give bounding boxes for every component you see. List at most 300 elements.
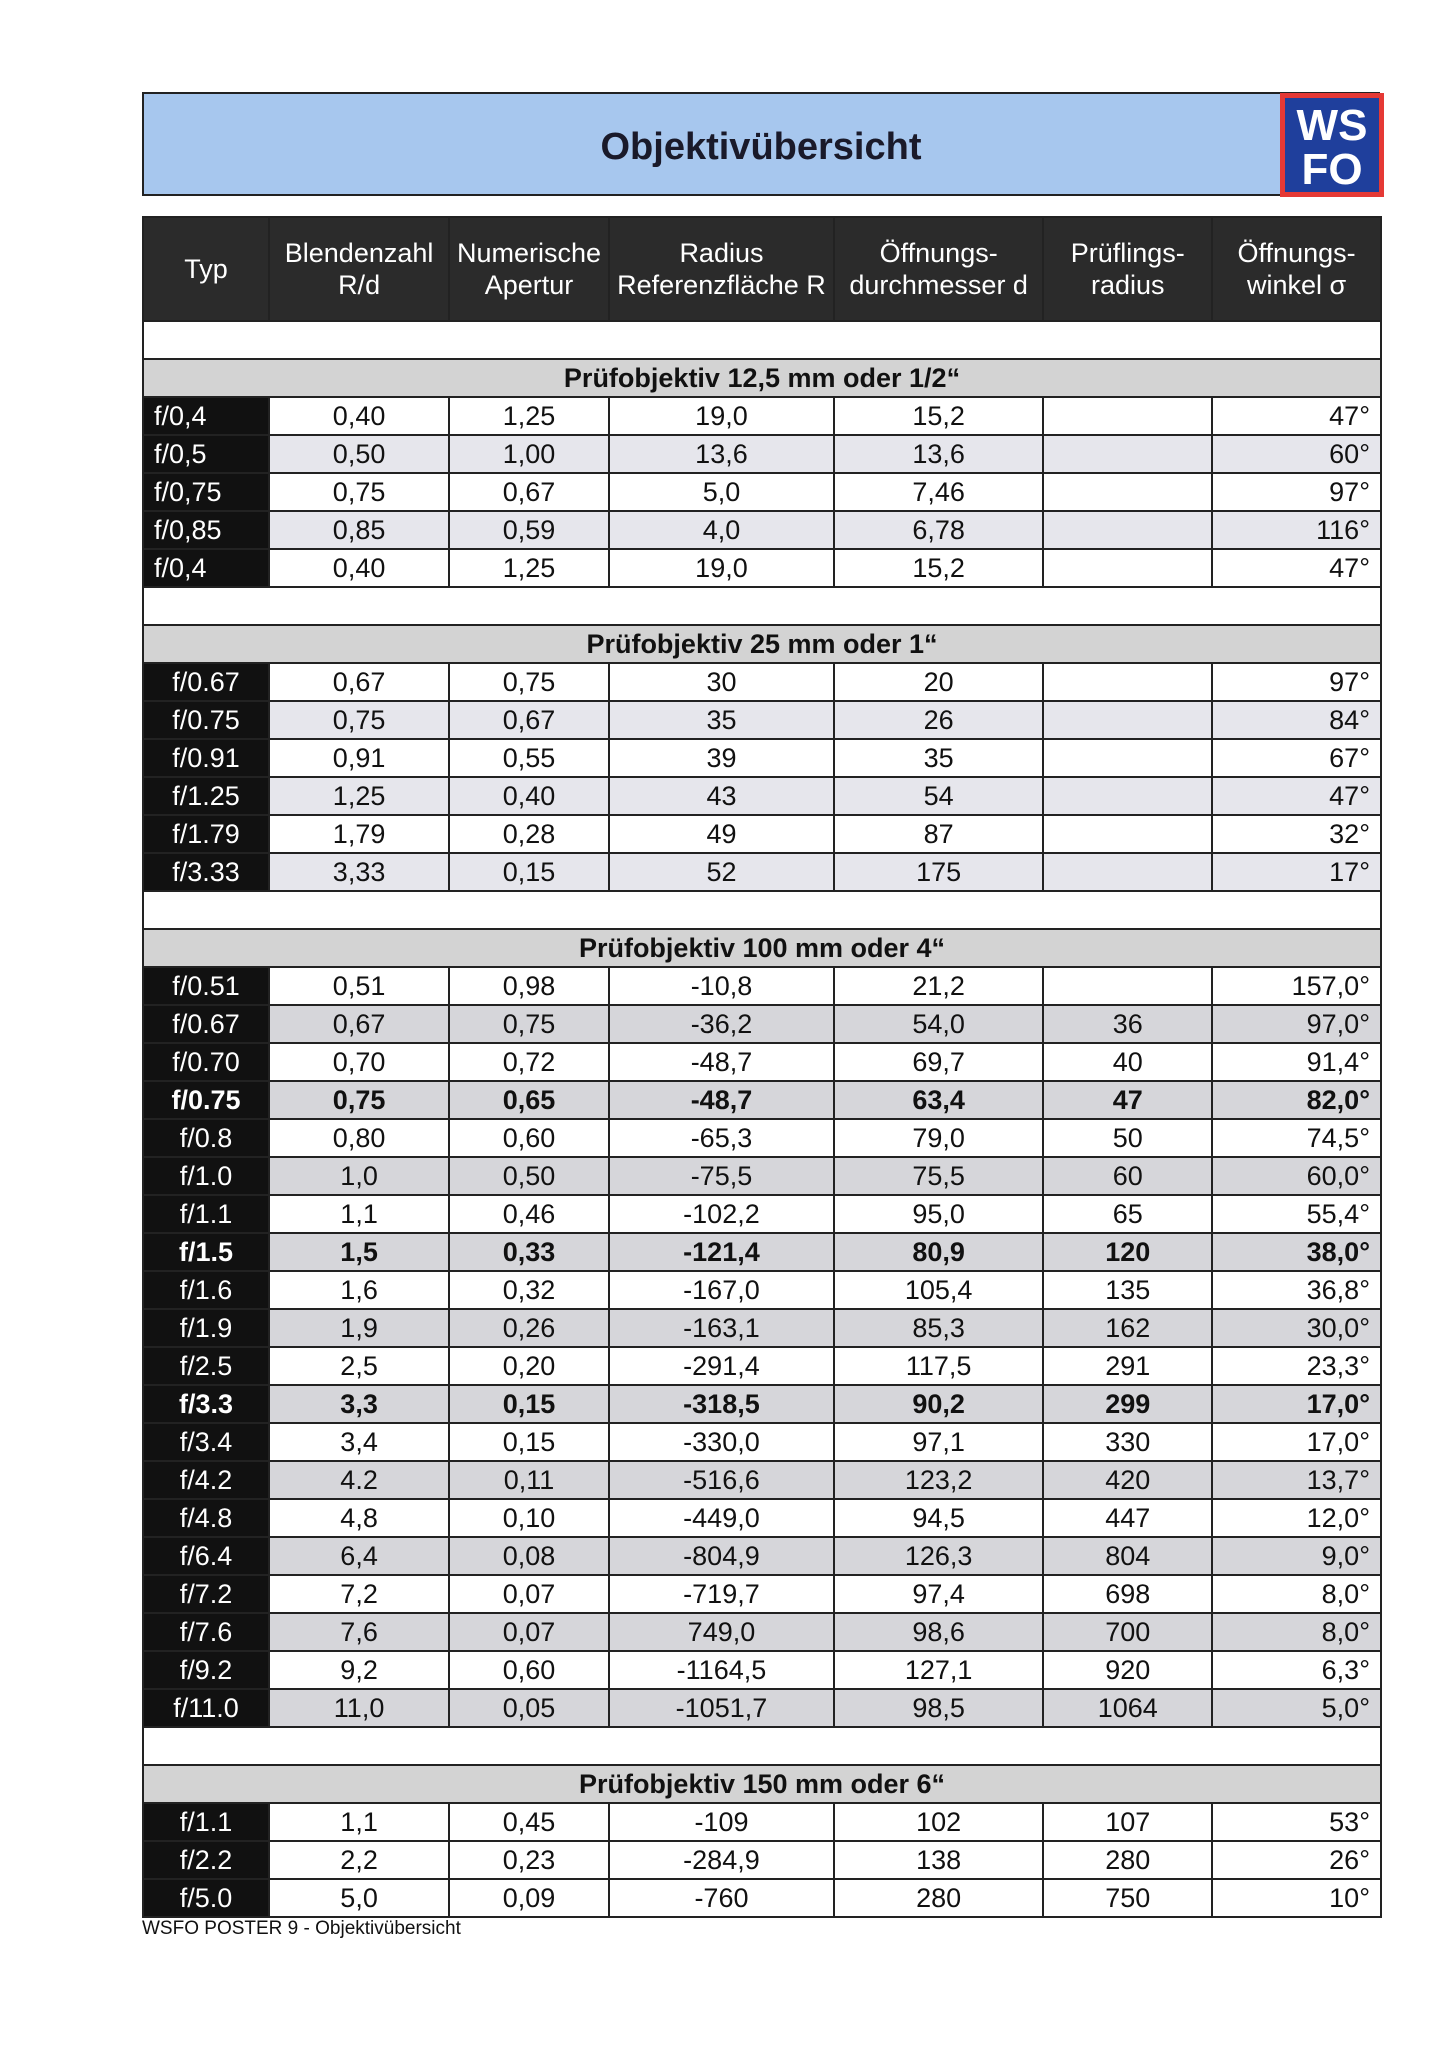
cell-radius: 35: [609, 701, 834, 739]
table-body: [143, 321, 1381, 1917]
cell-durchmesser: 26: [834, 701, 1043, 739]
cell-radius: -102,2: [609, 1195, 834, 1233]
cell-pruflingsradius: 920: [1043, 1651, 1212, 1689]
logo-line-2: FO: [1301, 145, 1363, 194]
cell-blendenzahl: 1,25: [269, 777, 449, 815]
cell-pruflingsradius: [1043, 473, 1212, 511]
cell-winkel: 60,0°: [1212, 1157, 1381, 1195]
table-row: [143, 1195, 1381, 1233]
cell-pruflingsradius: 50: [1043, 1119, 1212, 1157]
section-heading: Prüfobjektiv 150 mm oder 6“: [143, 1765, 1381, 1803]
cell-typ: f/11.0: [143, 1689, 269, 1727]
cell-blendenzahl: 1,1: [269, 1803, 449, 1841]
cell-pruflingsradius: 700: [1043, 1613, 1212, 1651]
cell-durchmesser: 85,3: [834, 1309, 1043, 1347]
cell-typ: f/0.8: [143, 1119, 269, 1157]
cell-blendenzahl: 1,6: [269, 1271, 449, 1309]
cell-durchmesser: 15,2: [834, 397, 1043, 435]
cell-radius: 52: [609, 853, 834, 891]
cell-blendenzahl: 1,79: [269, 815, 449, 853]
cell-durchmesser: 123,2: [834, 1461, 1043, 1499]
cell-durchmesser: 7,46: [834, 473, 1043, 511]
header-blendenzahl: Blendenzahl R/d: [269, 217, 449, 321]
cell-typ: f/1.25: [143, 777, 269, 815]
cell-winkel: 47°: [1212, 397, 1381, 435]
cell-typ: f/0,4: [143, 549, 269, 587]
section-heading-row: [143, 625, 1381, 663]
cell-winkel: 13,7°: [1212, 1461, 1381, 1499]
table-row: [143, 1461, 1381, 1499]
cell-pruflingsradius: 299: [1043, 1385, 1212, 1423]
table-row: [143, 1499, 1381, 1537]
cell-typ: f/9.2: [143, 1651, 269, 1689]
cell-durchmesser: 87: [834, 815, 1043, 853]
table-row: [143, 549, 1381, 587]
cell-winkel: 97°: [1212, 663, 1381, 701]
cell-apertur: 0,15: [449, 1385, 609, 1423]
cell-radius: -284,9: [609, 1841, 834, 1879]
cell-pruflingsradius: 162: [1043, 1309, 1212, 1347]
cell-blendenzahl: 0,67: [269, 1005, 449, 1043]
cell-blendenzahl: 7,6: [269, 1613, 449, 1651]
cell-pruflingsradius: 60: [1043, 1157, 1212, 1195]
cell-winkel: 97,0°: [1212, 1005, 1381, 1043]
cell-blendenzahl: 2,2: [269, 1841, 449, 1879]
cell-winkel: 97°: [1212, 473, 1381, 511]
cell-winkel: 6,3°: [1212, 1651, 1381, 1689]
cell-winkel: 67°: [1212, 739, 1381, 777]
table-row: [143, 1385, 1381, 1423]
cell-winkel: 116°: [1212, 511, 1381, 549]
header-numerische-apertur: Numerische Apertur: [449, 217, 609, 321]
cell-radius: 30: [609, 663, 834, 701]
cell-winkel: 47°: [1212, 777, 1381, 815]
cell-typ: f/3.33: [143, 853, 269, 891]
section-spacer: [143, 891, 1381, 929]
cell-blendenzahl: 3,4: [269, 1423, 449, 1461]
cell-radius: -167,0: [609, 1271, 834, 1309]
cell-pruflingsradius: 804: [1043, 1537, 1212, 1575]
cell-blendenzahl: 6,4: [269, 1537, 449, 1575]
cell-apertur: 0,59: [449, 511, 609, 549]
cell-pruflingsradius: 1064: [1043, 1689, 1212, 1727]
cell-pruflingsradius: [1043, 967, 1212, 1005]
header-oeffnungsdurchmesser: Öffnungs-durchmesser d: [834, 217, 1043, 321]
cell-winkel: 26°: [1212, 1841, 1381, 1879]
cell-durchmesser: 102: [834, 1803, 1043, 1841]
cell-typ: f/0.70: [143, 1043, 269, 1081]
cell-durchmesser: 90,2: [834, 1385, 1043, 1423]
cell-winkel: 30,0°: [1212, 1309, 1381, 1347]
cell-radius: 4,0: [609, 511, 834, 549]
table-row: [143, 1233, 1381, 1271]
cell-typ: f/0.67: [143, 663, 269, 701]
table-row: [143, 1119, 1381, 1157]
cell-blendenzahl: 0,50: [269, 435, 449, 473]
cell-apertur: 0,75: [449, 1005, 609, 1043]
cell-apertur: 1,25: [449, 397, 609, 435]
table-row: [143, 1841, 1381, 1879]
cell-winkel: 36,8°: [1212, 1271, 1381, 1309]
cell-durchmesser: 98,5: [834, 1689, 1043, 1727]
header-radius: Radius Referenzfläche R: [609, 217, 834, 321]
cell-blendenzahl: 5,0: [269, 1879, 449, 1917]
cell-typ: f/7.2: [143, 1575, 269, 1613]
cell-pruflingsradius: 120: [1043, 1233, 1212, 1271]
cell-blendenzahl: 0,51: [269, 967, 449, 1005]
cell-typ: f/0.91: [143, 739, 269, 777]
section-heading: Prüfobjektiv 12,5 mm oder 1/2“: [143, 359, 1381, 397]
cell-radius: 5,0: [609, 473, 834, 511]
cell-blendenzahl: 1,9: [269, 1309, 449, 1347]
cell-durchmesser: 54: [834, 777, 1043, 815]
cell-durchmesser: 79,0: [834, 1119, 1043, 1157]
table-row: [143, 1651, 1381, 1689]
table-row: [143, 1043, 1381, 1081]
cell-typ: f/1.9: [143, 1309, 269, 1347]
cell-apertur: 0,15: [449, 1423, 609, 1461]
cell-pruflingsradius: 47: [1043, 1081, 1212, 1119]
cell-radius: -291,4: [609, 1347, 834, 1385]
cell-pruflingsradius: 447: [1043, 1499, 1212, 1537]
cell-apertur: 0,46: [449, 1195, 609, 1233]
cell-winkel: 60°: [1212, 435, 1381, 473]
cell-pruflingsradius: 698: [1043, 1575, 1212, 1613]
cell-durchmesser: 138: [834, 1841, 1043, 1879]
cell-radius: -760: [609, 1879, 834, 1917]
cell-radius: -48,7: [609, 1043, 834, 1081]
lens-overview-table: [142, 216, 1382, 1918]
cell-pruflingsradius: 135: [1043, 1271, 1212, 1309]
cell-apertur: 1,25: [449, 549, 609, 587]
cell-blendenzahl: 0,75: [269, 701, 449, 739]
cell-pruflingsradius: 291: [1043, 1347, 1212, 1385]
cell-pruflingsradius: [1043, 663, 1212, 701]
section-heading: Prüfobjektiv 100 mm oder 4“: [143, 929, 1381, 967]
table-row: [143, 1537, 1381, 1575]
table-row: [143, 1005, 1381, 1043]
cell-typ: f/0,75: [143, 473, 269, 511]
table-row: [143, 435, 1381, 473]
cell-radius: 749,0: [609, 1613, 834, 1651]
cell-pruflingsradius: [1043, 397, 1212, 435]
table-row: [143, 1575, 1381, 1613]
cell-apertur: 0,05: [449, 1689, 609, 1727]
cell-winkel: 55,4°: [1212, 1195, 1381, 1233]
cell-typ: f/0.51: [143, 967, 269, 1005]
section-spacer: [143, 587, 1381, 625]
cell-pruflingsradius: [1043, 777, 1212, 815]
cell-radius: -318,5: [609, 1385, 834, 1423]
cell-radius: -48,7: [609, 1081, 834, 1119]
cell-typ: f/0,4: [143, 397, 269, 435]
cell-winkel: 47°: [1212, 549, 1381, 587]
section-heading: Prüfobjektiv 25 mm oder 1“: [143, 625, 1381, 663]
cell-durchmesser: 97,1: [834, 1423, 1043, 1461]
cell-apertur: 0,15: [449, 853, 609, 891]
cell-winkel: 23,3°: [1212, 1347, 1381, 1385]
cell-durchmesser: 105,4: [834, 1271, 1043, 1309]
cell-typ: f/0,5: [143, 435, 269, 473]
cell-winkel: 32°: [1212, 815, 1381, 853]
cell-typ: f/1.5: [143, 1233, 269, 1271]
cell-pruflingsradius: 280: [1043, 1841, 1212, 1879]
cell-pruflingsradius: 330: [1043, 1423, 1212, 1461]
cell-pruflingsradius: [1043, 435, 1212, 473]
cell-durchmesser: 97,4: [834, 1575, 1043, 1613]
table-row: [143, 397, 1381, 435]
table-row: [143, 1613, 1381, 1651]
cell-pruflingsradius: [1043, 701, 1212, 739]
cell-pruflingsradius: 65: [1043, 1195, 1212, 1233]
table-row: [143, 663, 1381, 701]
cell-apertur: 0,65: [449, 1081, 609, 1119]
cell-durchmesser: 63,4: [834, 1081, 1043, 1119]
cell-blendenzahl: 0,75: [269, 473, 449, 511]
table-row: [143, 777, 1381, 815]
cell-durchmesser: 98,6: [834, 1613, 1043, 1651]
cell-typ: f/0.75: [143, 1081, 269, 1119]
cell-blendenzahl: 0,67: [269, 663, 449, 701]
cell-typ: f/1.1: [143, 1195, 269, 1233]
cell-durchmesser: 117,5: [834, 1347, 1043, 1385]
cell-apertur: 0,32: [449, 1271, 609, 1309]
cell-apertur: 0,55: [449, 739, 609, 777]
cell-blendenzahl: 7,2: [269, 1575, 449, 1613]
cell-apertur: 0,75: [449, 663, 609, 701]
table-row: [143, 701, 1381, 739]
table-row: [143, 1157, 1381, 1195]
cell-durchmesser: 80,9: [834, 1233, 1043, 1271]
cell-typ: f/1.6: [143, 1271, 269, 1309]
table-row: [143, 1271, 1381, 1309]
cell-apertur: 0,67: [449, 701, 609, 739]
cell-typ: f/3.3: [143, 1385, 269, 1423]
cell-apertur: 0,08: [449, 1537, 609, 1575]
cell-apertur: 0,10: [449, 1499, 609, 1537]
spacer-cell: [143, 587, 1381, 625]
table-row: [143, 739, 1381, 777]
cell-pruflingsradius: 420: [1043, 1461, 1212, 1499]
spacer-cell: [143, 321, 1381, 359]
table-row: [143, 1309, 1381, 1347]
cell-typ: f/0.75: [143, 701, 269, 739]
cell-durchmesser: 6,78: [834, 511, 1043, 549]
cell-apertur: 0,72: [449, 1043, 609, 1081]
section-heading-row: [143, 929, 1381, 967]
table-row: [143, 815, 1381, 853]
cell-durchmesser: 126,3: [834, 1537, 1043, 1575]
table-row: [143, 1081, 1381, 1119]
cell-durchmesser: 13,6: [834, 435, 1043, 473]
cell-typ: f/4.8: [143, 1499, 269, 1537]
cell-durchmesser: 15,2: [834, 549, 1043, 587]
cell-radius: 13,6: [609, 435, 834, 473]
cell-pruflingsradius: [1043, 511, 1212, 549]
cell-winkel: 82,0°: [1212, 1081, 1381, 1119]
wsfo-logo: [1280, 93, 1384, 197]
table-row: [143, 1689, 1381, 1727]
table-row: [143, 1347, 1381, 1385]
cell-typ: f/6.4: [143, 1537, 269, 1575]
table-row: [143, 1423, 1381, 1461]
cell-blendenzahl: 9,2: [269, 1651, 449, 1689]
spacer-cell: [143, 891, 1381, 929]
cell-apertur: 0,45: [449, 1803, 609, 1841]
cell-apertur: 0,98: [449, 967, 609, 1005]
table-row: [143, 1803, 1381, 1841]
cell-winkel: 8,0°: [1212, 1575, 1381, 1613]
cell-winkel: 12,0°: [1212, 1499, 1381, 1537]
cell-winkel: 8,0°: [1212, 1613, 1381, 1651]
cell-radius: -449,0: [609, 1499, 834, 1537]
table-row: [143, 853, 1381, 891]
cell-apertur: 0,60: [449, 1651, 609, 1689]
cell-blendenzahl: 3,33: [269, 853, 449, 891]
header-typ: Typ: [143, 217, 269, 321]
cell-winkel: 84°: [1212, 701, 1381, 739]
cell-durchmesser: 21,2: [834, 967, 1043, 1005]
cell-winkel: 17,0°: [1212, 1423, 1381, 1461]
table-row: [143, 1879, 1381, 1917]
header-oeffnungswinkel: Öffnungs-winkel σ: [1212, 217, 1381, 321]
cell-durchmesser: 127,1: [834, 1651, 1043, 1689]
cell-durchmesser: 69,7: [834, 1043, 1043, 1081]
cell-blendenzahl: 3,3: [269, 1385, 449, 1423]
cell-pruflingsradius: 36: [1043, 1005, 1212, 1043]
cell-apertur: 0,23: [449, 1841, 609, 1879]
cell-typ: f/2.2: [143, 1841, 269, 1879]
cell-blendenzahl: 0,91: [269, 739, 449, 777]
cell-typ: f/1.79: [143, 815, 269, 853]
cell-blendenzahl: 0,40: [269, 397, 449, 435]
cell-winkel: 91,4°: [1212, 1043, 1381, 1081]
cell-radius: 43: [609, 777, 834, 815]
cell-radius: -1051,7: [609, 1689, 834, 1727]
cell-radius: -719,7: [609, 1575, 834, 1613]
table-row: [143, 473, 1381, 511]
cell-winkel: 74,5°: [1212, 1119, 1381, 1157]
cell-apertur: 0,67: [449, 473, 609, 511]
cell-pruflingsradius: 750: [1043, 1879, 1212, 1917]
cell-radius: -163,1: [609, 1309, 834, 1347]
cell-apertur: 0,26: [449, 1309, 609, 1347]
cell-winkel: 38,0°: [1212, 1233, 1381, 1271]
cell-radius: 49: [609, 815, 834, 853]
cell-apertur: 0,07: [449, 1613, 609, 1651]
cell-apertur: 0,11: [449, 1461, 609, 1499]
table-row: [143, 967, 1381, 1005]
cell-typ: f/0,85: [143, 511, 269, 549]
cell-blendenzahl: 4,8: [269, 1499, 449, 1537]
cell-winkel: 157,0°: [1212, 967, 1381, 1005]
cell-durchmesser: 35: [834, 739, 1043, 777]
logo-line-1: WS: [1296, 101, 1368, 150]
cell-typ: f/4.2: [143, 1461, 269, 1499]
cell-durchmesser: 175: [834, 853, 1043, 891]
cell-winkel: 17,0°: [1212, 1385, 1381, 1423]
cell-radius: -121,4: [609, 1233, 834, 1271]
cell-apertur: 1,00: [449, 435, 609, 473]
cell-blendenzahl: 1,5: [269, 1233, 449, 1271]
cell-apertur: 0,60: [449, 1119, 609, 1157]
cell-pruflingsradius: [1043, 815, 1212, 853]
cell-blendenzahl: 0,70: [269, 1043, 449, 1081]
cell-radius: -330,0: [609, 1423, 834, 1461]
spacer-cell: [143, 1727, 1381, 1765]
cell-radius: -36,2: [609, 1005, 834, 1043]
cell-winkel: 5,0°: [1212, 1689, 1381, 1727]
cell-radius: -804,9: [609, 1537, 834, 1575]
cell-typ: f/1.1: [143, 1803, 269, 1841]
cell-winkel: 10°: [1212, 1879, 1381, 1917]
cell-durchmesser: 95,0: [834, 1195, 1043, 1233]
cell-blendenzahl: 11,0: [269, 1689, 449, 1727]
cell-winkel: 17°: [1212, 853, 1381, 891]
cell-radius: -75,5: [609, 1157, 834, 1195]
cell-apertur: 0,28: [449, 815, 609, 853]
cell-durchmesser: 75,5: [834, 1157, 1043, 1195]
cell-radius: 39: [609, 739, 834, 777]
cell-apertur: 0,50: [449, 1157, 609, 1195]
cell-blendenzahl: 1,0: [269, 1157, 449, 1195]
cell-pruflingsradius: [1043, 853, 1212, 891]
cell-typ: f/1.0: [143, 1157, 269, 1195]
section-spacer: [143, 1727, 1381, 1765]
cell-blendenzahl: 0,40: [269, 549, 449, 587]
cell-blendenzahl: 2,5: [269, 1347, 449, 1385]
cell-pruflingsradius: [1043, 549, 1212, 587]
cell-radius: 19,0: [609, 397, 834, 435]
cell-radius: -1164,5: [609, 1651, 834, 1689]
section-heading-row: [143, 1765, 1381, 1803]
cell-radius: -65,3: [609, 1119, 834, 1157]
page-title: Objektivübersicht: [600, 126, 922, 168]
cell-pruflingsradius: 107: [1043, 1803, 1212, 1841]
cell-durchmesser: 94,5: [834, 1499, 1043, 1537]
title-band: [142, 92, 1380, 196]
cell-apertur: 0,33: [449, 1233, 609, 1271]
cell-durchmesser: 20: [834, 663, 1043, 701]
cell-pruflingsradius: 40: [1043, 1043, 1212, 1081]
cell-typ: f/2.5: [143, 1347, 269, 1385]
section-spacer: [143, 321, 1381, 359]
cell-pruflingsradius: [1043, 739, 1212, 777]
cell-blendenzahl: 0,85: [269, 511, 449, 549]
table-header-row: [143, 217, 1381, 321]
cell-radius: -109: [609, 1803, 834, 1841]
table-row: [143, 511, 1381, 549]
cell-radius: -516,6: [609, 1461, 834, 1499]
cell-winkel: 9,0°: [1212, 1537, 1381, 1575]
cell-apertur: 0,07: [449, 1575, 609, 1613]
footer-caption: WSFO POSTER 9 - Objektivübersicht: [142, 1918, 461, 1939]
cell-apertur: 0,09: [449, 1879, 609, 1917]
cell-durchmesser: 280: [834, 1879, 1043, 1917]
cell-radius: 19,0: [609, 549, 834, 587]
cell-typ: f/5.0: [143, 1879, 269, 1917]
cell-typ: f/3.4: [143, 1423, 269, 1461]
cell-apertur: 0,40: [449, 777, 609, 815]
cell-radius: -10,8: [609, 967, 834, 1005]
cell-blendenzahl: 0,75: [269, 1081, 449, 1119]
cell-typ: f/0.67: [143, 1005, 269, 1043]
cell-typ: f/7.6: [143, 1613, 269, 1651]
header-pruflingsradius: Prüflings-radius: [1043, 217, 1212, 321]
cell-blendenzahl: 4.2: [269, 1461, 449, 1499]
cell-blendenzahl: 0,80: [269, 1119, 449, 1157]
cell-winkel: 53°: [1212, 1803, 1381, 1841]
